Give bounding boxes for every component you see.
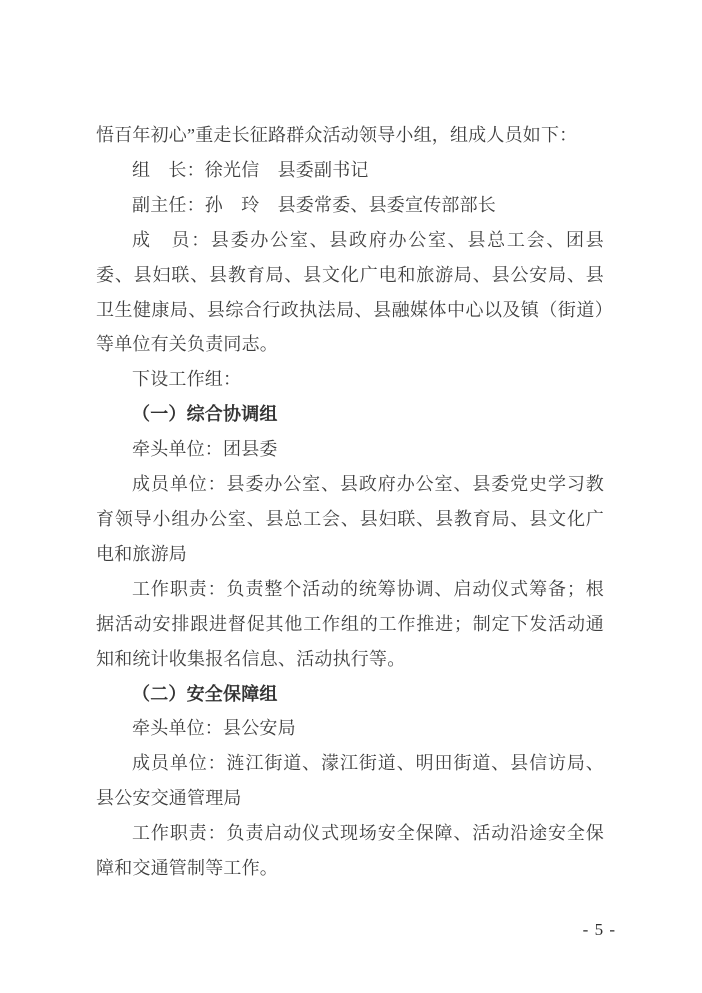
paragraph-member-units-two: 成员单位：涟江街道、濛江街道、明田街道、县信访局、县公安交通管理局 xyxy=(96,753,604,809)
paragraph-group-leader: 组 长：徐光信 县委副书记 xyxy=(132,159,369,180)
paragraph-lead-unit-two: 牵头单位：县公安局 xyxy=(132,718,296,739)
paragraph-deputy-director: 副主任：孙 玲 县委常委、县委宣传部部长 xyxy=(132,194,496,215)
page-number: - 5 - xyxy=(582,920,616,939)
paragraph-members: 成 员：县委办公室、县政府办公室、县总工会、团县委、县妇联、县教育局、县文化广电和旅游局、县公安局、县卫生健康局、县综合行政执法局、县融媒体中心以及镇（街道）等单位有关负责同志。 xyxy=(96,229,604,355)
paragraph-workgroups-intro: 下设工作组： xyxy=(132,369,242,390)
paragraph-lead-unit-one: 牵头单位：团县委 xyxy=(132,439,278,460)
document-body xyxy=(96,118,604,886)
paragraph-continuation: 悟百年初心”重走长征路群众活动领导小组，组成人员如下： xyxy=(96,125,578,145)
heading-group-two: （二）安全保障组 xyxy=(132,683,278,704)
paragraph-member-units-one: 成员单位：县委办公室、县政府办公室、县委党史学习教育领导小组办公室、县总工会、县妇联、县教育局、县文化广电和旅游局 xyxy=(96,474,604,564)
paragraph-duties-one: 工作职责：负责整个活动的统筹协调、启动仪式筹备；根据活动安排跟进督促其他工作组的工作推进；制定下发活动通知和统计收集报名信息、活动执行等。 xyxy=(96,578,604,669)
heading-group-one: （一）综合协调组 xyxy=(132,404,278,425)
paragraph-duties-two: 工作职责：负责启动仪式现场安全保障、活动沿途安全保障和交通管制等工作。 xyxy=(96,823,604,879)
